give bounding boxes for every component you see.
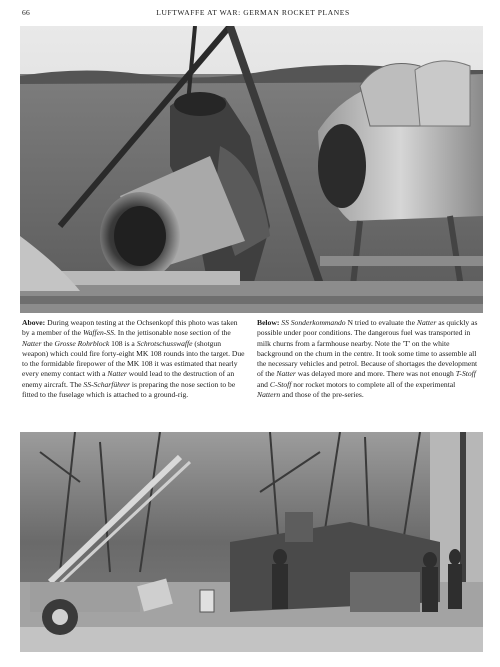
caption-text: nor rocket motors to complete all of the experimental [291,379,456,389]
caption-emphasis: SS-Scharführer [83,379,130,389]
caption-text: and those of the pre-series. [280,390,364,400]
caption-text: N tried to evaluate the [345,318,417,327]
caption-emphasis: Natter [22,338,42,348]
caption-text: . In the jettisonable nose section of the [113,328,231,338]
page-number: 66 [22,8,31,17]
page-header [22,6,484,20]
caption-emphasis: Nattern [257,390,281,400]
caption-emphasis: Natter [276,369,296,379]
caption-lead: Below: [257,318,280,327]
caption-text: During weapon testing at the Ochsenkopf this photo was taken by a member of the [22,318,238,338]
caption-emphasis: T-Stoff [455,369,476,379]
caption-text: is preparing the nose section to be fitted to the fuselage which is attached to a ground-rig. [22,379,236,400]
caption-text: as quickly as possible under poor conditions. The dangerous fuel was transported in milk churns from a farmhouse nearby. Note the 'T' on the white background on the churn in the centre. It took some time to assemble all the necessary vehicles and petrol. Because of shortages the development of the [257,318,478,379]
caption-emphasis: Schrotschusswaffe [136,338,193,348]
caption-above [22,318,245,400]
caption-text: the [41,338,55,348]
captions [22,318,482,428]
caption-text: was delayed more and more. There was not enough [295,369,456,379]
caption-emphasis: SS Sonderkommando [281,318,346,327]
caption-emphasis: Waffen-SS [82,328,114,338]
caption-below [257,318,480,400]
running-head: LUFTWAFFE AT WAR: GERMAN ROCKET PLANES [156,8,350,17]
caption-emphasis: Natter [416,318,437,327]
caption-emphasis: C-Stoff [269,379,292,389]
photo-sonderkommando-vehicles [20,432,483,652]
photo-natter-nose-section [20,26,483,313]
caption-emphasis: Grosse Rohrblock [54,338,110,348]
caption-text: and [257,379,270,389]
caption-lead: Above: [22,318,46,327]
caption-text: would lead to the destruction of an enemy aircraft. The [22,369,235,389]
caption-text: 108 is a [109,338,137,348]
caption-emphasis: Natter [107,369,127,379]
caption-text: (shotgun weapon) which could fire forty-eight MK 108 rounds into the target. Due to the formidable firepower of the MK 108 it was estimated that nearly every enemy contact with a [22,338,245,379]
